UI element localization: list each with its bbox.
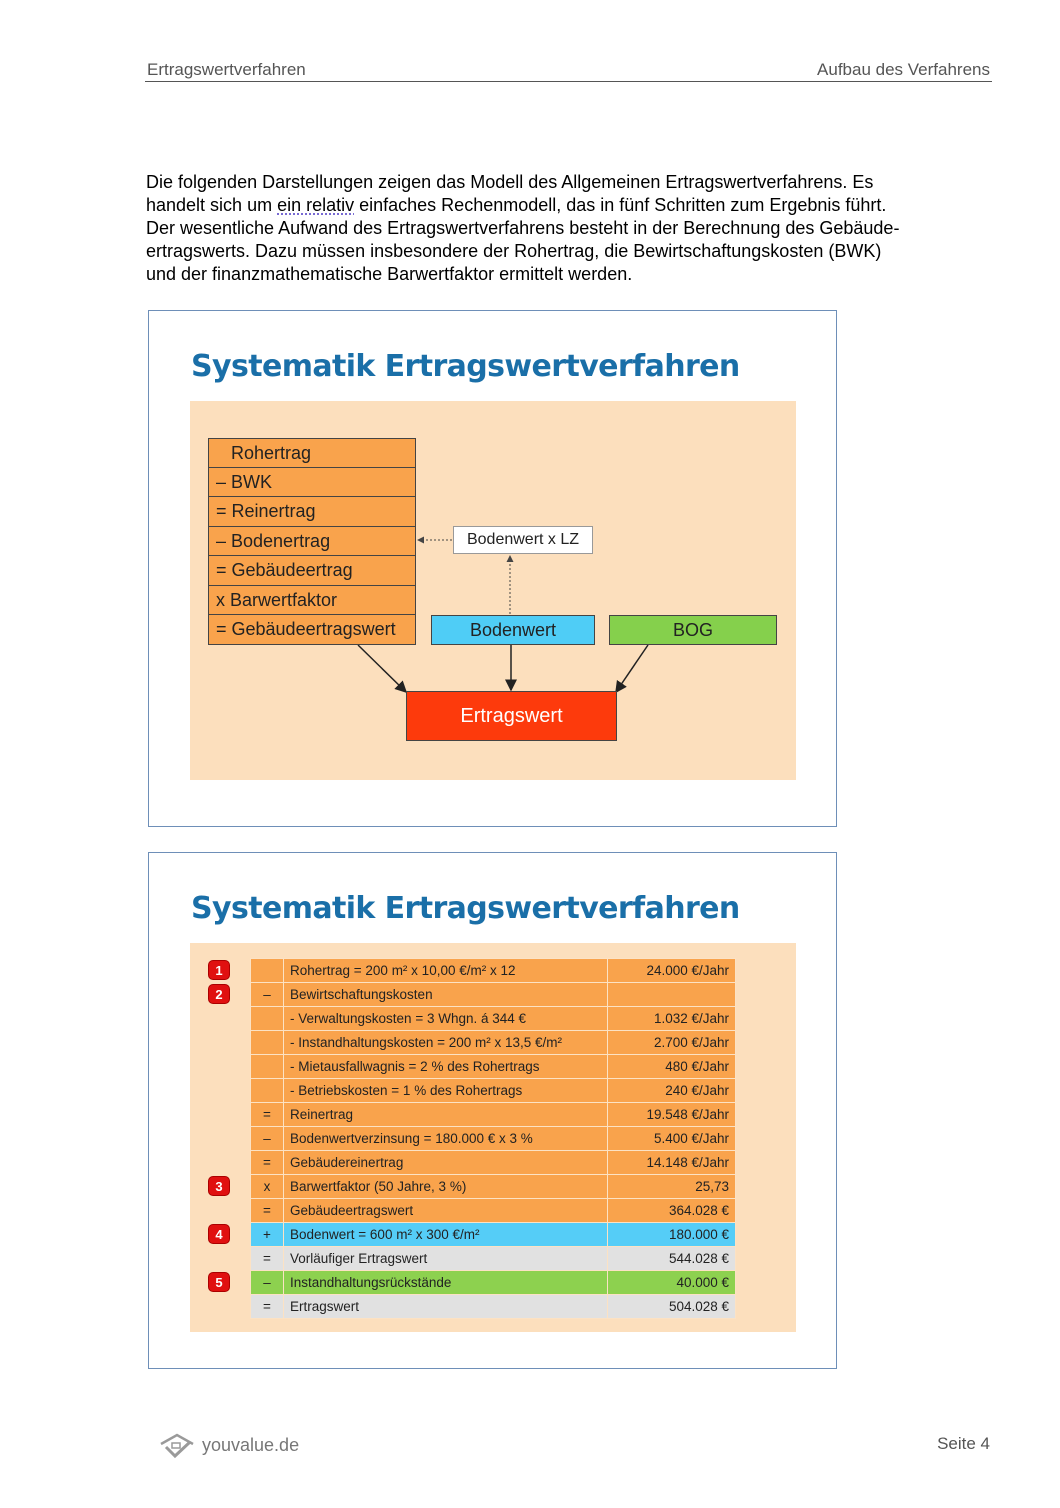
page-number: Seite 4 [937, 1434, 990, 1453]
slide-title: Systematik Ertragswertverfahren [191, 891, 740, 926]
table-row: - Betriebskosten = 1 % des Rohertrags 240 €/Jahr [251, 1079, 736, 1103]
footer-logo [158, 1432, 300, 1467]
header-right: Aufbau des Verfahrens [817, 60, 990, 79]
intro-line: Der wesentliche Aufwand des Ertragswertverfahrens besteht in der Berechnung des Gebäude- [146, 218, 900, 238]
slide-table [148, 852, 837, 1369]
step-badge: 2 [208, 984, 230, 1004]
table-row: = Reinertrag 19.548 €/Jahr [251, 1103, 736, 1127]
step-badge: 1 [208, 960, 230, 980]
stack-row: Rohertrag [208, 438, 416, 468]
slide-title: Systematik Ertragswertverfahren [191, 349, 740, 384]
house-check-icon [158, 1432, 196, 1462]
intro-line: handelt sich um ein relativ einfaches Rechenmodell, das in fünf Schritten zum Ergebnis führt. [146, 195, 887, 215]
table-row: x Barwertfaktor (50 Jahre, 3 %) 25,73 [251, 1175, 736, 1199]
box-bodenwert: Bodenwert [431, 615, 595, 645]
calculation-table [250, 958, 736, 1319]
slide-diagram [148, 310, 837, 827]
table-row: = Gebäudeertragswert 364.028 € [251, 1199, 736, 1223]
box-ertragswert: Ertragswert [406, 691, 617, 741]
table-row: = Ertragswert 504.028 € [251, 1295, 736, 1319]
intro-paragraph [146, 171, 996, 286]
intro-line: Die folgenden Darstellungen zeigen das Modell des Allgemeinen Ertragswertverfahrens. Es [146, 172, 874, 192]
intro-line: ertragswerts. Dazu müssen insbesondere der Rohertrag, die Bewirtschaftungskosten (BWK) [146, 241, 882, 261]
diagram-panel [190, 401, 796, 780]
stack-row: x Barwertfaktor [208, 586, 416, 616]
table-row: – Instandhaltungsrückstände 40.000 € [251, 1271, 736, 1295]
step-badge: 3 [208, 1176, 230, 1196]
table-row: – Bewirtschaftungskosten [251, 983, 736, 1007]
table-row: = Vorläufiger Ertragswert 544.028 € [251, 1247, 736, 1271]
logo-text: youvalue.de [202, 1435, 300, 1455]
stack-row: = Gebäudeertragswert [208, 615, 416, 645]
stack-row: = Gebäudeertrag [208, 556, 416, 586]
calculation-stack [208, 438, 416, 645]
header-left: Ertragswertverfahren [147, 60, 306, 79]
stack-row: = Reinertrag [208, 497, 416, 527]
stack-row: – Bodenertrag [208, 527, 416, 557]
intro-line: und der finanzmathematische Barwertfaktor ermittelt werden. [146, 264, 633, 284]
table-panel [190, 943, 796, 1332]
stack-row: – BWK [208, 468, 416, 498]
table-row: – Bodenwertverzinsung = 180.000 € x 3 % 5.400 €/Jahr [251, 1127, 736, 1151]
table-row: = Gebäudereinertrag 14.148 €/Jahr [251, 1151, 736, 1175]
step-badge: 5 [208, 1272, 230, 1292]
arrow-stack-to-ertrag [358, 645, 406, 692]
box-bodenwert-lz: Bodenwert x LZ [453, 526, 593, 554]
table-row: Rohertrag = 200 m² x 10,00 €/m² x 12 24.000 €/Jahr [251, 959, 736, 983]
arrow-bog-to-ertrag [616, 645, 648, 692]
page-header [145, 58, 992, 82]
table-row: - Instandhaltungskosten = 200 m² x 13,5 €/m² 2.700 €/Jahr [251, 1031, 736, 1055]
spellcheck-underline: ein relativ [277, 195, 355, 215]
box-bog: BOG [609, 615, 777, 645]
table-row: - Mietausfallwagnis = 2 % des Rohertrags 480 €/Jahr [251, 1055, 736, 1079]
step-badge: 4 [208, 1224, 230, 1244]
table-row: - Verwaltungskosten = 3 Whgn. á 344 € 1.032 €/Jahr [251, 1007, 736, 1031]
table-row: + Bodenwert = 600 m² x 300 €/m² 180.000 € [251, 1223, 736, 1247]
